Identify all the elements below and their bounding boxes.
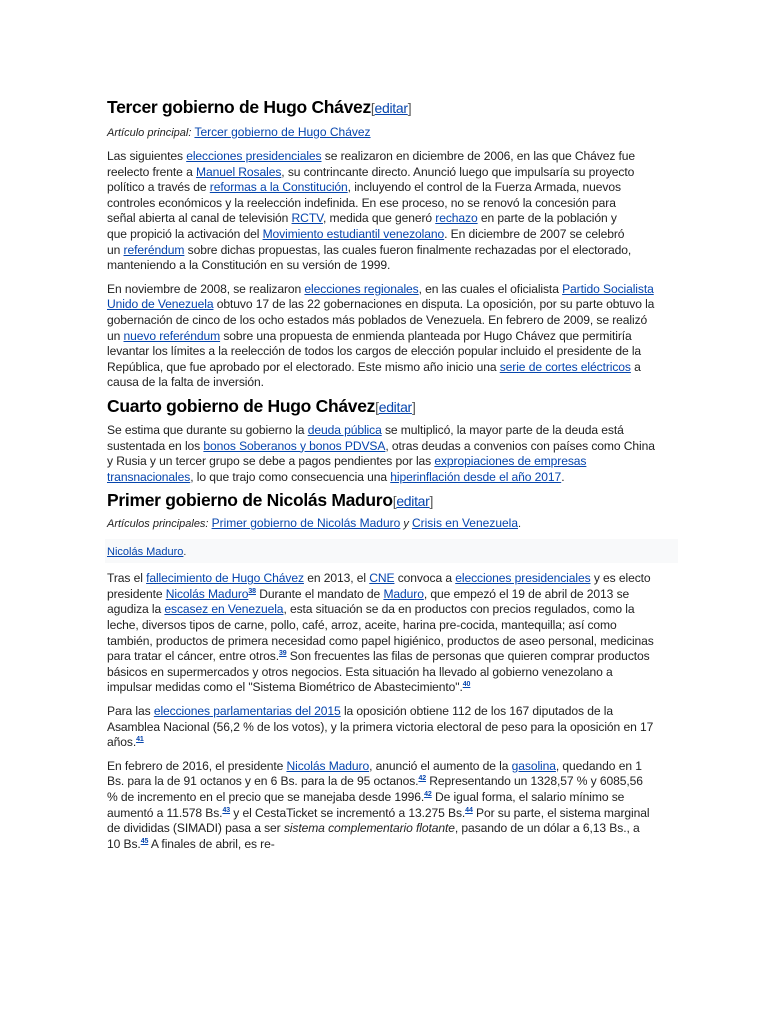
text: Son frecuentes las filas de personas que quieren comprar productos básicos en supermercados y otros negocios. Esta situación ha llevado al gobierno venezolano a impulsar medidas como el "Sistema Biométrico de Abastecimiento". (107, 649, 650, 695)
text: y el CestaTicket se incrementó a 13.275 Bs. (230, 805, 466, 820)
reference-link[interactable]: 42 (418, 775, 427, 783)
main-article-link[interactable]: Tercer gobierno de Hugo Chávez (194, 125, 371, 139)
link-movimiento-estudiantil[interactable]: Movimiento estudiantil venezolano (262, 226, 445, 241)
link-maduro[interactable]: Maduro (383, 586, 424, 601)
text: . (561, 469, 565, 484)
link-psuv[interactable]: Partido Socialista Unido de Venezuela (107, 281, 654, 312)
link-referendum[interactable]: referéndum (123, 242, 185, 257)
link-expropiaciones[interactable]: expropiaciones de empresas transnacionales (107, 454, 587, 484)
link-reformas-constitucion[interactable]: reformas a la Constitución (209, 180, 348, 195)
text: , esta situación se da en productos con precios regulados, como la leche, diversos tipos de carne, pollo, café, arroz, aceite, harina pre-cocida, mantequilla; así como también, productos de primera necesidad como papel higiénico, productos de aseo personal, medicinas para tratar el cáncer, entre otros. (107, 602, 654, 664)
edit-link[interactable]: editar (378, 398, 412, 415)
emphasis-sistema-flotante: sistema complementario flotante (283, 821, 455, 836)
text: , pasando de un dólar a 6,13 Bs., a 10 Bs. (107, 821, 640, 851)
section-title: Tercer gobierno de Hugo Chávez (107, 97, 371, 117)
hatnote-main-articles (107, 515, 662, 532)
link-parlamentarias-2015[interactable]: elecciones parlamentarias del 2015 (153, 704, 341, 719)
reference (465, 807, 473, 814)
link-rechazo[interactable]: rechazo (435, 211, 478, 226)
text: sobre una propuesta de enmienda planteada por Hugo Chávez que permitiría levantar los límites a la reelección de todos los cargos de elección popular incluido el presidente de la República, que fue aprobado por el electorado. Este mismo año inicio una (107, 328, 642, 374)
reference (248, 588, 256, 595)
reference (463, 681, 471, 688)
text: Durante el mandato de (255, 586, 384, 601)
section-heading-tercer-gobierno (107, 96, 662, 119)
hatnote-main-article (107, 124, 662, 141)
paragraph-gasolina-2016 (107, 759, 655, 853)
text: a causa de la falta de inversión. (107, 359, 641, 390)
text: En noviembre de 2008, se realizaron (107, 281, 305, 296)
text: y es electo presidente (107, 571, 651, 601)
reference-link[interactable]: 38 (248, 587, 256, 595)
link-elecciones-presidenciales[interactable]: elecciones presidenciales (186, 149, 322, 163)
text: Representando un 1328,57 % y 6085,56 % de incremento en el precio que se manejaba desde 1996. (107, 774, 643, 804)
text: se realizaron en diciembre de 2006, en las que Chávez fue reelecto frente a (107, 149, 636, 179)
section-heading-primer-gobierno-maduro (107, 489, 662, 512)
reference-link[interactable]: 45 (140, 837, 149, 845)
caption-link-nicolas-maduro[interactable]: Nicolás Maduro (107, 546, 184, 559)
text: , que empezó el 19 de abril de 2013 se agudiza la (107, 586, 630, 617)
edit-link[interactable]: editar (396, 493, 430, 510)
text: en 2013, el (303, 571, 370, 586)
link-primer-gobierno-maduro[interactable]: Primer gobierno de Nicolás Maduro (211, 516, 401, 531)
text: Las siguientes (107, 149, 187, 163)
reference-link[interactable]: 39 (278, 650, 287, 658)
reference-link[interactable]: 44 (465, 806, 473, 814)
text: Tras el (107, 571, 147, 586)
article-content (107, 96, 662, 852)
link-elecciones-presidenciales[interactable]: elecciones presidenciales (455, 571, 591, 586)
text: , anunció el aumento de la (369, 758, 512, 773)
link-fallecimiento-chavez[interactable]: fallecimiento de Hugo Chávez (146, 571, 304, 586)
reference-link[interactable]: 40 (462, 681, 471, 689)
section-heading-cuarto-gobierno (107, 395, 662, 418)
caption-end: . (183, 546, 187, 559)
edit-section-link: [editar] (392, 493, 434, 510)
hatnote-end: . (518, 518, 522, 531)
text: En febrero de 2016, el presidente (107, 758, 287, 773)
reference-link[interactable]: 42 (424, 791, 432, 798)
link-deuda-publica[interactable]: deuda pública (307, 422, 382, 437)
link-cne[interactable]: CNE (369, 571, 395, 586)
reference (418, 775, 426, 782)
link-gasolina[interactable]: gasolina (511, 758, 556, 773)
text: A finales de abril, es re- (148, 836, 275, 851)
link-cortes-electricos[interactable]: serie de cortes eléctricos (499, 359, 631, 374)
paragraph-elecciones-2008 (107, 282, 659, 391)
edit-section-link: [editar] (370, 100, 412, 116)
reference (222, 807, 230, 814)
paragraph-elecciones-2006 (107, 149, 639, 274)
reference-link[interactable]: 43 (222, 806, 231, 814)
text: , en las cuales el oficialista (418, 281, 563, 296)
text: sobre dichas propuestas, las cuales fueron finalmente rechazadas por el electorado, manteniendo a la Constitución en su versión de 1999. (107, 242, 632, 273)
text: , su contrincante directo. Anunció luego que impulsaría su proyecto político a través de (107, 164, 635, 195)
text: , medida que generó (322, 211, 436, 226)
edit-section-link: [editar] (375, 398, 416, 415)
paragraph-deuda (107, 423, 655, 485)
text: convoca a (394, 571, 456, 586)
text: se multiplicó, la mayor parte de la deuda está sustentada en los (107, 422, 624, 453)
text: , otras deudas a convenios con países como China y Rusia y un tercer grupo se debe a pagos pendientes por las (107, 438, 655, 469)
link-hiperinflacion[interactable]: hiperinflación desde el año 2017 (390, 469, 562, 484)
image-caption (105, 539, 678, 563)
hatnote-conjunction: y (403, 518, 409, 531)
text: , lo que trajo como consecuencia una (190, 469, 391, 484)
hatnote-prefix: Artículo principal: (107, 127, 192, 139)
section-title: Primer gobierno de Nicolás Maduro (107, 490, 393, 511)
text: , quedando en 1 Bs. para la de 91 octanos y en 6 Bs. para la de 95 octanos. (107, 758, 642, 789)
text: Por su parte, el sistema marginal de divididas (SIMADI) pasa a ser (107, 805, 650, 836)
reference-link[interactable]: 41 (136, 736, 144, 744)
section-title: Cuarto gobierno de Hugo Chávez (107, 395, 376, 416)
link-elecciones-regionales[interactable]: elecciones regionales (304, 281, 419, 296)
link-nicolas-maduro[interactable]: Nicolás Maduro (286, 758, 370, 773)
text: obtuvo 17 de las 22 gobernaciones en disputa. La oposición, por su parte obtuvo la gobernación de cinco de los ocho estados más poblados de Venezuela. En febrero de 2009, se realizó un (107, 297, 655, 343)
text: , incluyendo el control de la Fuerza Armada, nuevos controles económicos y la reelección indefinida. En ese proceso, no se renovó la concesión para señal abierta al canal de televisión (107, 180, 621, 226)
link-nuevo-referendum[interactable]: nuevo referéndum (123, 328, 221, 343)
reference (136, 736, 144, 743)
paragraph-maduro-mandato (107, 571, 657, 696)
text: De igual forma, el salario mínimo se aumentó a 11.578 Bs. (107, 790, 625, 820)
link-escasez-venezuela[interactable]: escasez en Venezuela (164, 602, 284, 617)
text: . En diciembre de 2007 se celebró un (107, 226, 625, 257)
reference (279, 650, 287, 657)
link-crisis-venezuela[interactable]: Crisis en Venezuela (411, 516, 519, 531)
edit-link[interactable]: editar (374, 100, 408, 116)
reference (424, 791, 432, 798)
link-rctv[interactable]: RCTV (291, 211, 323, 226)
link-manuel-rosales[interactable]: Manuel Rosales (195, 164, 282, 179)
text: en parte de la población y que propició la activación del (107, 211, 617, 241)
text: la oposición obtiene 112 de los 167 diputados de la Asamblea Nacional (56,2 % de los votos), y la primera victoria electoral de peso para la oposición en 17 años. (107, 704, 654, 750)
link-bonos-pdvsa[interactable]: bonos Soberanos y bonos PDVSA (203, 438, 386, 453)
paragraph-parlamentarias-2015 (107, 704, 657, 751)
hatnote-prefix: Artículos principales: (107, 518, 209, 531)
text: Para las (107, 704, 154, 719)
link-nicolas-maduro[interactable]: Nicolás Maduro (165, 586, 249, 601)
text: Se estima que durante su gobierno la (107, 422, 308, 437)
